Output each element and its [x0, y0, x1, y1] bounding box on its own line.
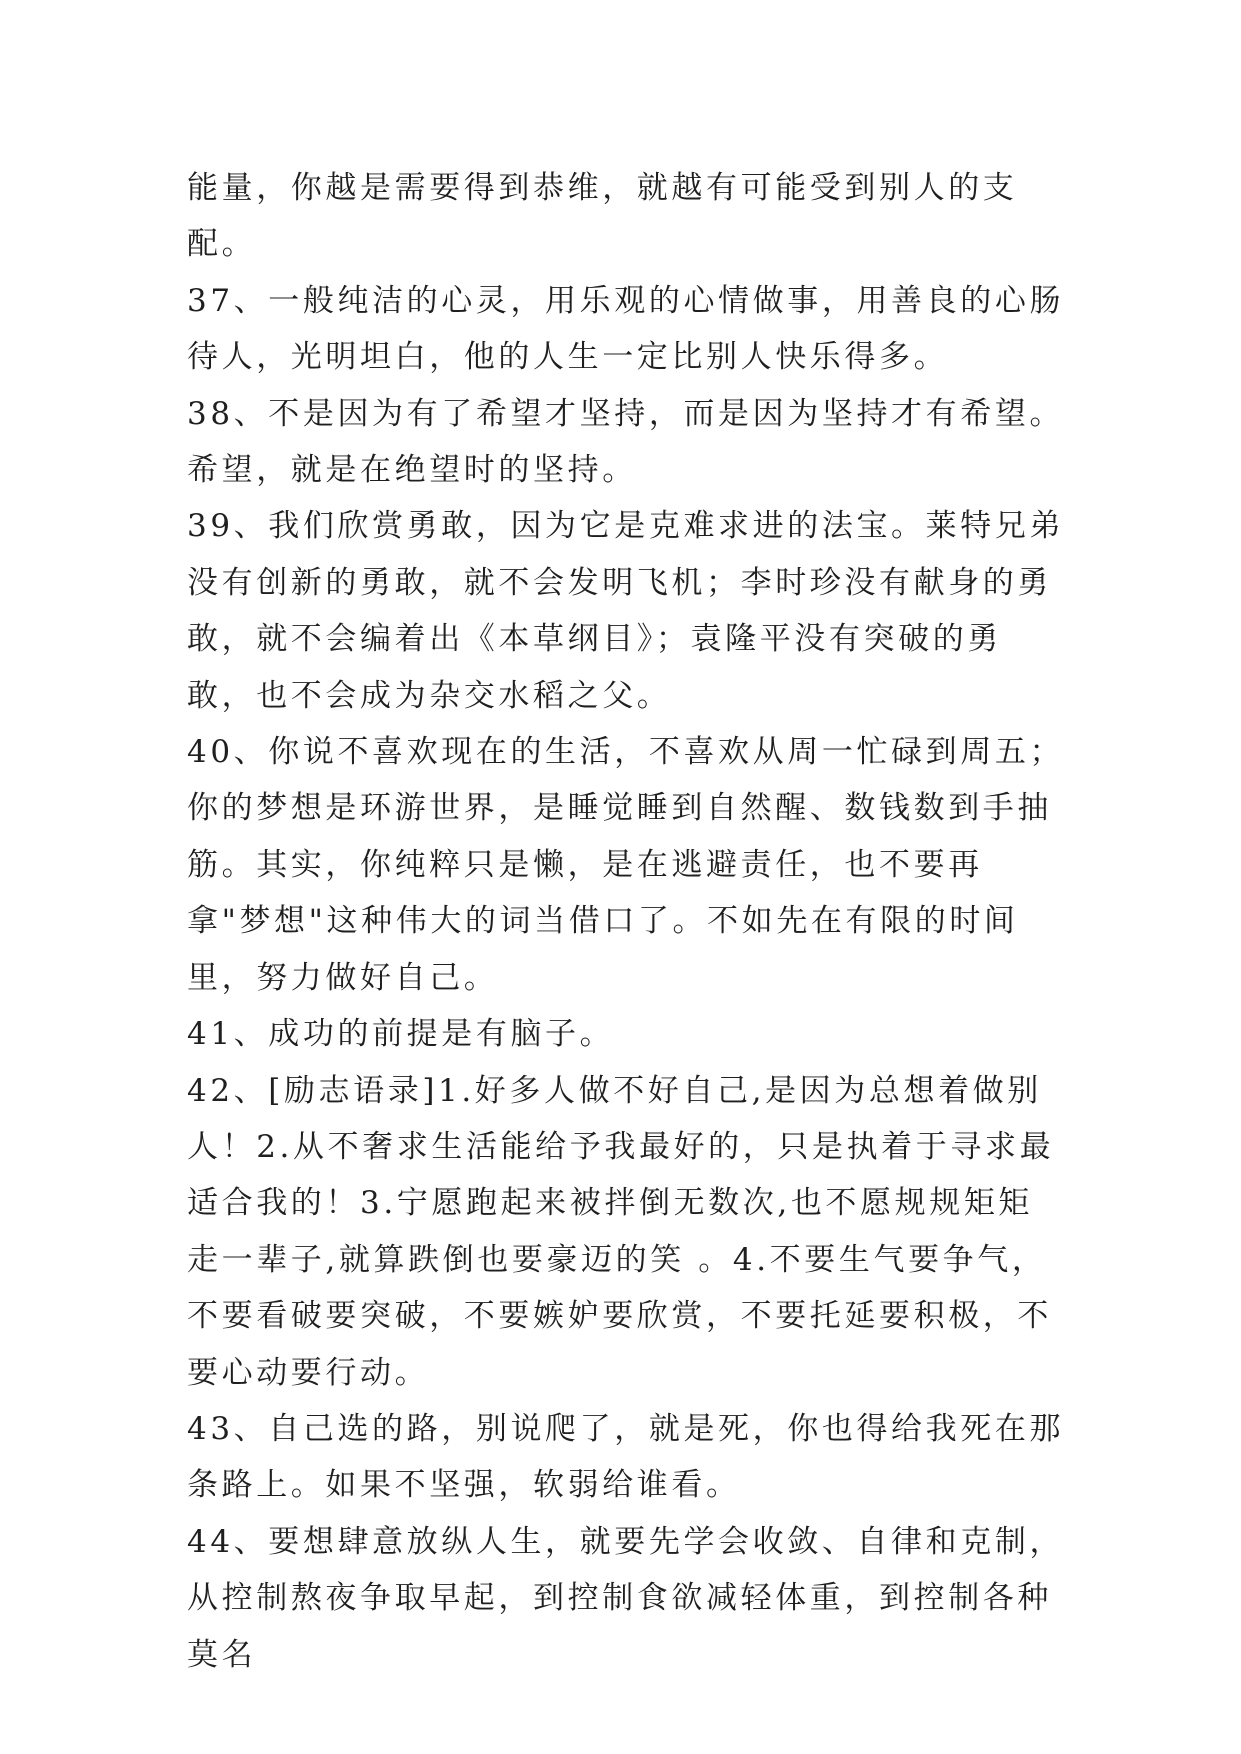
- paragraph-42: 42、[励志语录]1.好多人做不好自己,是因为总想着做别人！2.从不奢求生活能给予我最好的，只是执着于寻求最适合我的！3.宁愿跑起来被拌倒无数次,也不愿规规矩矩走一辈子,就算跌倒也要豪迈的笑 。4.不要生气要争气，不要看破要突破，不要嫉妒要欣赏，不要托延要积极，不要心动要行动。: [187, 1072, 1055, 1391]
- paragraph-38: 38、不是因为有了希望才坚持，而是因为坚持才有希望。希望，就是在绝望时的坚持。: [187, 395, 1065, 489]
- paragraph-43: 43、自己选的路，别说爬了，就是死，你也得给我死在那条路上。如果不坚强，软弱给谁看。: [187, 1410, 1065, 1504]
- paragraph-39: 39、我们欣赏勇敢，因为它是克难求进的法宝。莱特兄弟没有创新的勇敢，就不会发明飞机；李时珍没有献身的勇敢，就不会编着出《本草纲目》；袁隆平没有突破的勇敢，也不会成为杂交水稻之父。: [187, 508, 1065, 714]
- paragraph-41: 41、成功的前提是有脑子。: [187, 1016, 615, 1053]
- paragraph-40: 40、你说不喜欢现在的生活，不喜欢从周一忙碌到周五；你的梦想是环游世界，是睡觉睡到自然醒、数钱数到手抽筋。其实，你纯粹只是懒，是在逃避责任，也不要再拿"梦想"这种伟大的词当借口了。不如先在有限的时间里，努力做好自己。: [187, 734, 1065, 996]
- paragraph-continuation: 能量，你越是需要得到恭维，就越有可能受到别人的支配。: [187, 170, 1018, 263]
- document-body: [187, 160, 1067, 1683]
- paragraph-44: 44、要想肆意放纵人生，就要先学会收敛、自律和克制，从控制熬夜争取早起，到控制食欲减轻体重，到控制各种莫名: [187, 1523, 1065, 1673]
- paragraph-37: 37、一般纯洁的心灵，用乐观的心情做事，用善良的心肠待人，光明坦白，他的人生一定比别人快乐得多。: [187, 282, 1065, 376]
